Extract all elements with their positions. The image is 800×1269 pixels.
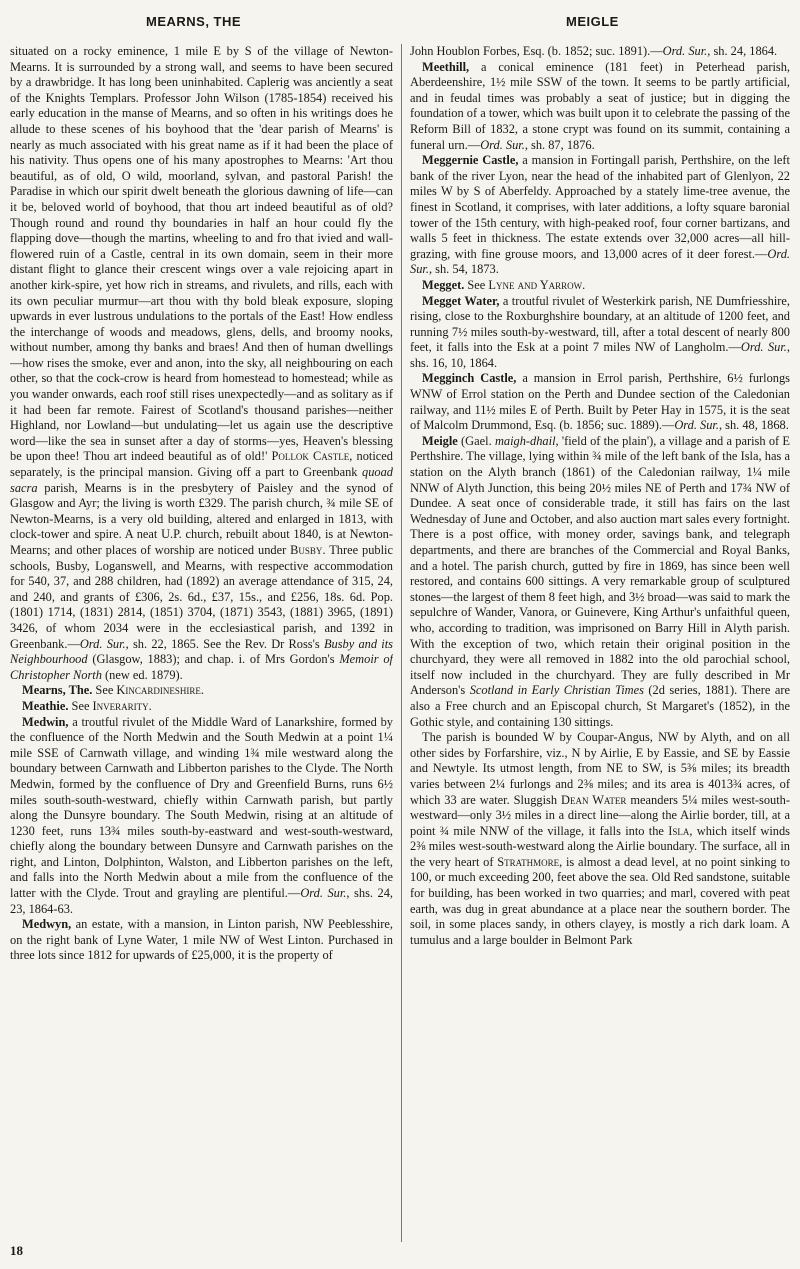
running-head — [0, 14, 800, 34]
entry-mearns-the: Mearns, The. See Kincardineshire. — [22, 683, 204, 698]
running-head-right: MEIGLE — [566, 14, 619, 29]
running-head-left: MEARNS, THE — [146, 14, 242, 29]
entry-meigle: Meigle (Gael. maigh-dhail, 'field of the plain'), a village and a parish of E Perthshire. The village, lying within ¾ mile of the left bank of the Isla, has a station on the Alyth branch (1861) of the Caledonian railway, 1¼ mile NNW of Alyth Junction, this being 20½ miles NE of Perth and 17¾ NW of Dundee. A seat once of considerable trade, it still has fairs on the last Wednesday of June and October, and also auction mart sales every fortnight. There is a post office, with money order, savings bank, and telegraph departments, and there are branches of the Commercial and Royal Banks, and a hotel. The parish church, gutted by fire in 1869, has since been well restored, and contains 600 sittings. A very remarkable group of sculptured stones—the largest of them 8 feet high, and 3½ broad—was said to mark the sepulchre of Wander, Vanora, or Guinevere, King Arthur's unfaithful queen, who, according to tradition, was imprisoned on Barry Hill in Alyth parish. With the exception of two, which retain their original position in the churchyard, they were all removed in 1882 into the old parochial school, itself now included in the churchyard. They are fully described in Mr Anderson's Scotland in Early Christian Times (2d series, 1881). There are also a Free church and an Episcopal church, St Margaret's (1852), in the Gothic style, and containing 130 sittings. — [410, 433, 790, 729]
entry-meigle-parish: The parish is bounded W by Coupar-Angus, NW by Alyth, and on all other sides by Forfarshire, viz., N by Airlie, E by Eassie, and SE by Eassie and Newtyle. Its utmost length, from NE to SW, is 5⅜ miles; its breadth varies between 2¼ furlongs and 2⅜ miles; and its area is 4013¾ acres, of which 33 are water. Sluggish Dean Water meanders 5¼ miles west-south-westward—only 3½ miles in a direct line—along the Airlie border, till, at a point ¾ mile NNW of the village, it falls into the Isla, which itself winds 2⅜ miles west-south-westward along the Airlie boundary. The surface, all in the very heart of Strathmore, is almost a dead level, at no point sinking to 100, or much exceeding 200, feet above the sea. Old Red sandstone, suitable for building, has been worked in two quarries; and marl, covered with peat earth, was dug in great abundance at a place near the southern border. The soil, in some places sandy, in others clayey, is mostly a rich dark loam. A tumulus and a large boulder in Belmont Park — [410, 730, 790, 947]
entry-meathie: Meathie. See Inverarity. — [22, 698, 152, 713]
entry-medwyn-continuation: John Houblon Forbes, Esq. (b. 1852; suc. 1891).—Ord. Sur., sh. 24, 1864. — [410, 44, 778, 58]
entry-meethill: Meethill, a conical eminence (181 feet) in Peterhead parish, Aberdeenshire, 1½ mile SSW of the town. It seems to be partly artificial, and in feudal times was probably a seat of justice; but in digging the foundation of a tower, which was built upon it to celebrate the passing of the Reform Bill of 1832, a stone crypt was found on its summit, containing a funeral urn.—Ord. Sur., sh. 87, 1876. — [410, 59, 790, 152]
entry-megginch-castle: Megginch Castle, a mansion in Errol parish, Perthshire, 6½ furlongs WNW of Errol station on the Perth and Dundee section of the Caledonian railway, and 11½ miles E of Perth. Built by Peter Hay in 1575, it is the seat of Malcolm Drummond, Esq. (b. 1856; suc. 1889).—Ord. Sur., sh. 48, 1868. — [410, 371, 790, 433]
column-rule — [401, 44, 402, 1242]
left-column — [10, 44, 393, 1240]
entry-meggernie-castle: Meggernie Castle, a mansion in Fortingall parish, Perthshire, on the left bank of the river Lyon, near the head of the inhabited part of Glenlyon, 22 miles W by S of Aberfeldy. Approached by a stately lime-tree avenue, the finest in Scotland, it comprises, with later additions, a lofty square baronial tower of the 15th century, with high-peaked roof, four corner bartizans, and walls 5 feet in thickness. The estate extends over 32,000 acres—all hill-grazing, with fine grouse moors, and 13,000 acres of it deer forest.—Ord. Sur., sh. 54, 1873. — [410, 153, 790, 277]
entry-megget-water: Megget Water, a troutful rivulet of Westerkirk parish, NE Dumfriesshire, rising, close to the Roxburghshire boundary, at an altitude of 1200 feet, and running 7½ miles south-by-westward, till, after a total descent of nearly 800 feet, it falls into the Esk at a point 7 miles NW of Langholm.—Ord. Sur., shs. 16, 10, 1864. — [410, 293, 790, 370]
entry-mearns-continuation: situated on a rocky eminence, 1 mile E by S of the village of Newton-Mearns. It is surrounded by a strong wall, and seems to have been secured by a drawbridge. It has long been uninhabited. Caplerig was anciently a seat of the Knights Templars. Professor John Wilson (1785-1854) received his early education in the manse of Mearns, and so often in his writings does he allude to these scenes of his boyhood that the 'dear parish of Mearns' is nearly as much associated with his great name as if it had been the place of his nativity. Thus opens one of his many apostrophes to Mearns: 'Art thou beautiful, as of old, O wild, moorland, sylvan, and pastoral Parish! the Paradise in which our spirit dwelt beneath the glorious dawning of life—can it be, beloved world of boyhood, that thou art indeed beautiful as of old? Though round and round thy boundaries in half an hour could fly the flapping dove—though the martins, wheeling to and fro that ivied and wall-flowered ruin of a Castle, central in its own domain, seem in their more distant flight to glance their crescent wings over a vale rejoicing apart in another kirk-spire, yet how rich in streams, and rivulets, and rills, each with its own peculiar murmur—art thou with thy bold bleak exposure, sloping upwards in ever lustrous undulations to the portals of the East! How endless the interchange of woods and meadows, glens, dells, and broomy nooks, without number, among thy banks and braes! And then of human dwellings—how rises the smoke, ever and anon, into the sky, all neighbouring on each other, so that the cock-crow is heard from homestead to homestead; while as you wander onwards, each roof still rises unexpectedly—and as solitary as if it had been far remote. Fairest of Scotland's thousand parishes—neither Highland, nor Lowland—but undulating—let us again use the descriptive word—like the sea in sunset after a day of storms—yes, Heaven's blessing be upon thee! Thou art indeed beautiful as of old!' Pollok Castle, noticed separately, is the principal mansion. Giving off a part to Greenbank quoad sacra parish, Mearns is in the presbytery of Paisley and the synod of Glasgow and Ayr; the living is worth £329. The parish church, ¾ mile SE of Newton-Mearns, is a very old building, altered and enlarged in 1813, with clock-tower and spire. A neat U.P. church, rebuilt about 1840, is at Newton-Mearns; and other places of worship are noticed under Busby. Three public schools, Busby, Loganswell, and Mearns, with respective accommodation for 540, 37, and 288 children, had (1892) an average attendance of 315, 24, and 240, and grants of £306, 2s. 6d., £37, 15s., and £256, 18s. 6d. Pop. (1801) 1714, (1831) 2814, (1851) 3704, (1871) 3543, (1881) 3965, (1891) 3426, of whom 2034 were in the ecclesiastical parish, and 1392 in Greenbank.—Ord. Sur., sh. 22, 1865. See the Rev. Dr Ross's Busby and its Neighbourhood (Glasgow, 1883); and chap. i. of Mrs Gordon's Memoir of Christopher North (new ed. 1879). — [10, 44, 393, 682]
entry-medwyn: Medwyn, an estate, with a mansion, in Linton parish, NW Peeblesshire, on the right bank of Lyne Water, 1 mile NW of West Linton. Purchased in three lots since 1812 for upwards of £25,000, it is the property of — [10, 917, 393, 963]
entry-medwin: Medwin, a troutful rivulet of the Middle Ward of Lanarkshire, formed by the confluence of the North Medwin and the South Medwin at a point 1¼ mile SSE of Carnwath village, and winding 1¾ mile westward along the boundary between Carnwath and Libberton parishes to the Clyde. The North Medwin, formed by the confluence of Dry and Greenfield Burns, runs 6½ miles south-south-westward, chiefly within Carnwath parish, but partly along the Dunsyre boundary. The South Medwin, rising at an altitude of 1230 feet, runs 13¾ miles south-by-eastward and west-south-westward, chiefly along the boundary between Dunsyre and Carnwath parishes on the right, and Linton, Dolphinton, Walston, and Libberton parishes on the left, and falls into the North Medwin about a mile from the confluence of the latter with the Clyde. Trout and grayling are plentiful.—Ord. Sur., shs. 24, 23, 1864-63. — [10, 714, 393, 916]
right-column — [410, 44, 790, 1240]
entry-megget: Megget. See Lyne and Yarrow. — [422, 277, 586, 292]
page-number: 18 — [10, 1243, 23, 1258]
